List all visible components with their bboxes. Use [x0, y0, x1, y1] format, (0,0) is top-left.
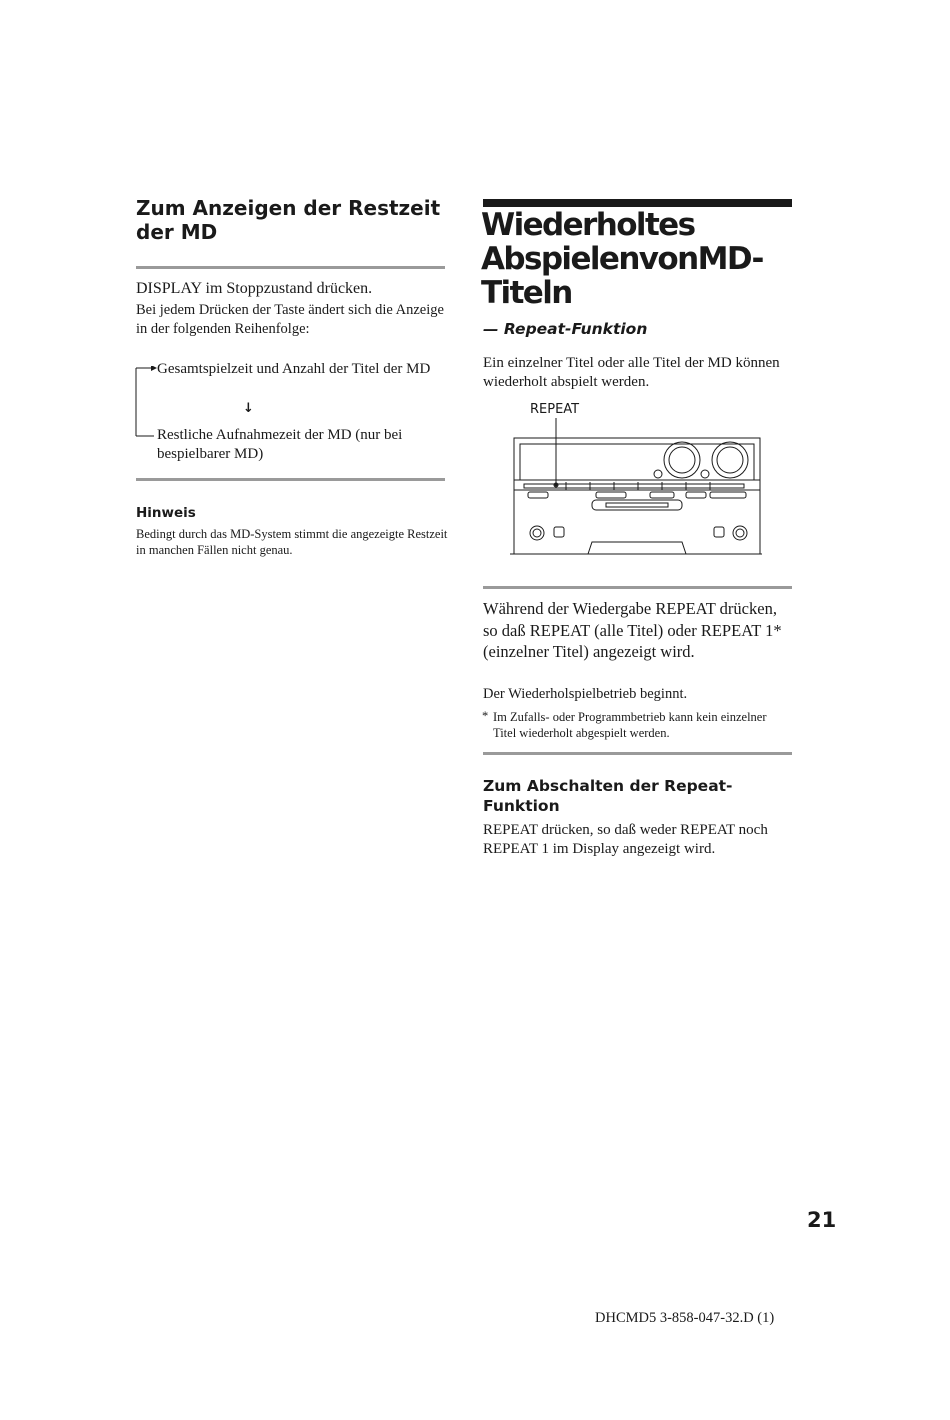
divider [483, 586, 792, 589]
divider [136, 478, 445, 481]
note-text: Bedingt durch das MD-System stimmt die angezeigte Restzeit in manchen Fällen nicht genau. [136, 527, 448, 557]
sequence-item: Gesamtspielzeit und Anzahl der Titel der MD [157, 361, 431, 377]
section-heading-repeat-off: Zum Abschalten der Repeat-Funktion [483, 777, 733, 815]
arrow-down-icon: ↓ [243, 401, 254, 416]
footnote-text: Im Zufalls- oder Programmbetrieb kann kein einzelner Titel wiederholt abgespielt werden. [493, 710, 767, 740]
loop-bracket-icon [135, 366, 159, 438]
repeat-off-text: REPEAT drücken, so daß weder REPEAT noch REPEAT 1 im Display angezeigt wird. [483, 822, 768, 857]
page-subtitle: — Repeat-Funktion [483, 320, 648, 338]
document-code: DHCMD5 3-858-047-32.D (1) [595, 1310, 775, 1326]
divider [136, 266, 445, 269]
title-bar [483, 199, 792, 207]
figure-label: REPEAT [530, 402, 580, 417]
divider [483, 752, 792, 755]
step-result: Der Wiederholspielbetrieb beginnt. [483, 686, 688, 702]
section-heading-remaining-time: Zum Anzeigen der Restzeit der MD [136, 196, 441, 244]
footnote-mark: * [482, 709, 489, 723]
note-heading: Hinweis [136, 505, 196, 521]
page-number: 21 [807, 1208, 837, 1232]
step-instruction: Während der Wiedergabe REPEAT drücken, so daß REPEAT (alle Titel) oder REPEAT 1* (einzelner Titel) angezeigt wird. [483, 599, 782, 661]
sequence-item: Restliche Aufnahmezeit der MD (nur bei bespielbarer MD) [157, 427, 403, 462]
description-text: Bei jedem Drücken der Taste ändert sich die Anzeige in der folgenden Reihenfolge: [136, 302, 444, 337]
instruction-text: DISPLAY im Stoppzustand drücken. [136, 280, 373, 297]
page-title: Wiederholtes AbspielenvonMD-Titeln [481, 207, 763, 311]
stereo-unit-illustration [510, 416, 762, 560]
intro-text: Ein einzelner Titel oder alle Titel der MD können wiederholt abspielt werden. [483, 355, 780, 390]
